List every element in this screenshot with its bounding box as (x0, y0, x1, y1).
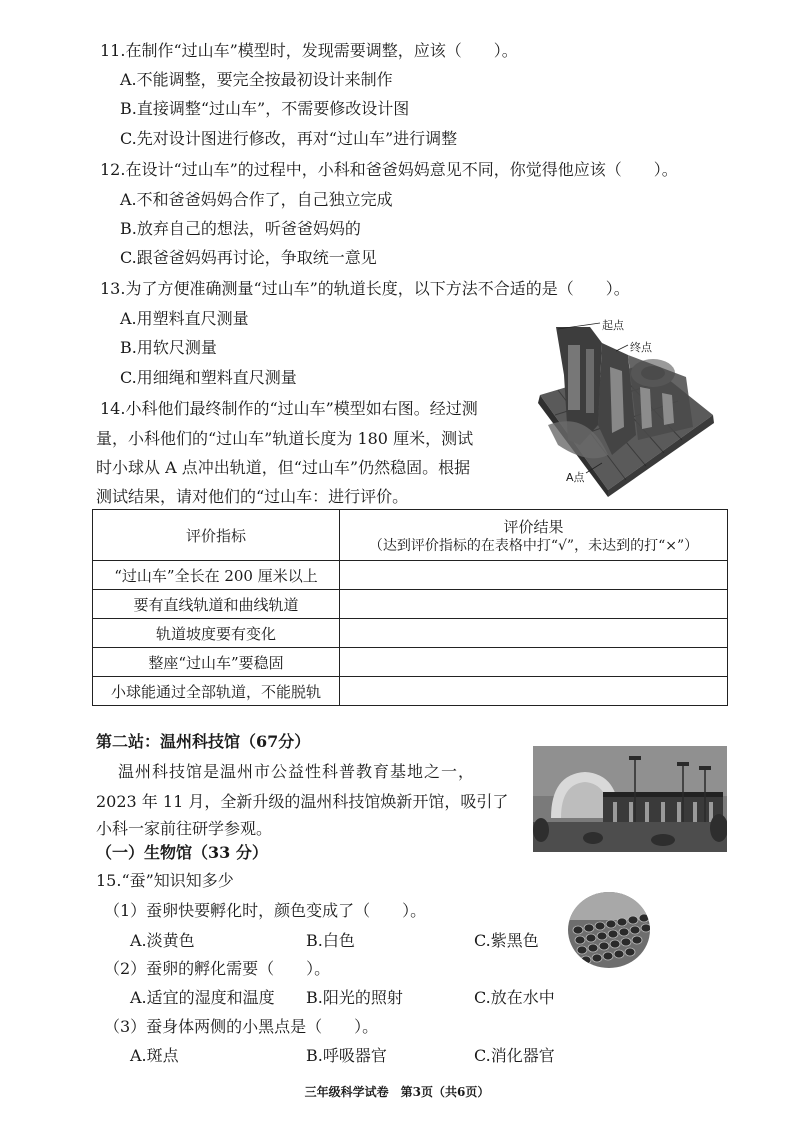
table-row (93, 677, 728, 706)
question-15-3-option-a: A.斑点 (130, 1046, 179, 1065)
question-11-option-c: C.先对设计图进行修改，再对“过山车”进行调整 (120, 129, 458, 148)
criteria-cell: “过山车”全长在 200 厘米以上 (93, 561, 340, 590)
header-result-title: 评价结果 (503, 517, 564, 536)
question-13-stem: 13.为了方便准确测量“过山车”的轨道长度，以下方法不合适的是（ ）。 (100, 279, 630, 298)
header-result-instruction: （达到评价指标的在表格中打“√”，未达到的打“×”） (368, 537, 699, 554)
question-13-option-a: A.用塑料直尺测量 (120, 309, 249, 328)
criteria-cell: 要有直线轨道和曲线轨道 (93, 590, 340, 619)
question-12-option-a: A.不和爸爸妈妈合作了，自己独立完成 (120, 190, 393, 209)
criteria-cell: 整座“过山车”要稳固 (93, 648, 340, 677)
science-museum-photo (533, 746, 727, 852)
table-row (93, 648, 728, 677)
question-15-stem: 15.“蚕”知识知多少 (96, 871, 234, 890)
table-header-row (93, 510, 728, 561)
result-answer-cell[interactable] (340, 677, 728, 706)
label-start-point: 起点 (602, 319, 624, 332)
question-12-option-c: C.跟爸爸妈妈再讨论，争取统一意见 (120, 248, 377, 267)
result-answer-cell[interactable] (340, 619, 728, 648)
evaluation-table (92, 509, 728, 706)
question-11-stem: 11.在制作“过山车”模型时，发现需要调整，应该（ ）。 (100, 41, 518, 60)
question-14-line-2: 量，小科他们的“过山车”轨道长度为 180 厘米，测试 (96, 429, 474, 448)
question-15-1-option-c: C.紫黑色 (474, 931, 539, 950)
criteria-cell: 小球能通过全部轨道，不能脱轨 (93, 677, 340, 706)
question-15-1-option-b: B.白色 (306, 931, 355, 950)
label-point-a: A点 (566, 471, 585, 484)
question-11-option-b: B.直接调整“过山车”，不需要修改设计图 (120, 99, 410, 118)
question-12-stem: 12.在设计“过山车”的过程中，小科和爸爸妈妈意见不同，你觉得他应该（ ）。 (100, 160, 678, 179)
result-answer-cell[interactable] (340, 648, 728, 677)
question-15-3-option-c: C.消化器官 (474, 1046, 555, 1065)
question-15-2-option-c: C.放在水中 (474, 988, 555, 1007)
table-row (93, 561, 728, 590)
question-15-2-option-a: A.适宜的湿度和温度 (130, 988, 275, 1007)
section-2-intro-line-2: 2023 年 11 月，全新升级的温州科技馆焕新开馆，吸引了 (96, 792, 509, 811)
question-15-1-stem: （1）蚕卵快要孵化时，颜色变成了（ ）。 (104, 901, 427, 920)
silkworm-eggs-illustration (566, 890, 652, 970)
table-row (93, 619, 728, 648)
question-13-option-c: C.用细绳和塑料直尺测量 (120, 368, 297, 387)
result-answer-cell[interactable] (340, 590, 728, 619)
roller-coaster-model-photo (528, 315, 718, 500)
question-11-option-a: A.不能调整，要完全按最初设计来制作 (120, 70, 393, 89)
silkworm-eggs-photo (566, 890, 652, 970)
header-evaluation-result (340, 510, 728, 561)
question-15-2-stem: （2）蚕卵的孵化需要（ ）。 (104, 959, 331, 978)
question-15-3-stem: （3）蚕身体两侧的小黑点是（ ）。 (104, 1017, 379, 1036)
question-14-line-4: 测试结果，请对他们的“过山车：进行评价。 (96, 487, 409, 506)
question-15-2-option-b: B.阳光的照射 (306, 988, 403, 1007)
table-row (93, 590, 728, 619)
question-14-line-3: 时小球从 A 点冲出轨道，但“过山车”仍然稳固。根据 (96, 458, 471, 477)
section-biology-hall-title: （一）生物馆（33 分） (96, 843, 268, 862)
question-13-option-b: B.用软尺测量 (120, 338, 217, 357)
roller-coaster-illustration (528, 315, 718, 500)
section-2-title: 第二站：温州科技馆（67分） (96, 732, 311, 751)
question-12-option-b: B.放弃自己的想法，听爸爸妈妈的 (120, 219, 361, 238)
question-14-line-1: 14.小科他们最终制作的“过山车”模型如右图。经过测 (100, 399, 478, 418)
result-answer-cell[interactable] (340, 561, 728, 590)
section-2-intro-line-1: 温州科技馆是温州市公益性科普教育基地之一， (118, 762, 476, 781)
science-museum-illustration (533, 746, 727, 852)
criteria-cell: 轨道坡度要有变化 (93, 619, 340, 648)
header-evaluation-criteria: 评价指标 (93, 510, 340, 561)
question-15-3-option-b: B.呼吸器官 (306, 1046, 387, 1065)
label-end-point: 终点 (630, 341, 652, 354)
question-15-1-option-a: A.淡黄色 (130, 931, 195, 950)
page-footer: 三年级科学试卷 第3页（共6页） (304, 1085, 490, 1099)
section-2-intro-line-3: 小科一家前往研学参观。 (96, 819, 273, 838)
